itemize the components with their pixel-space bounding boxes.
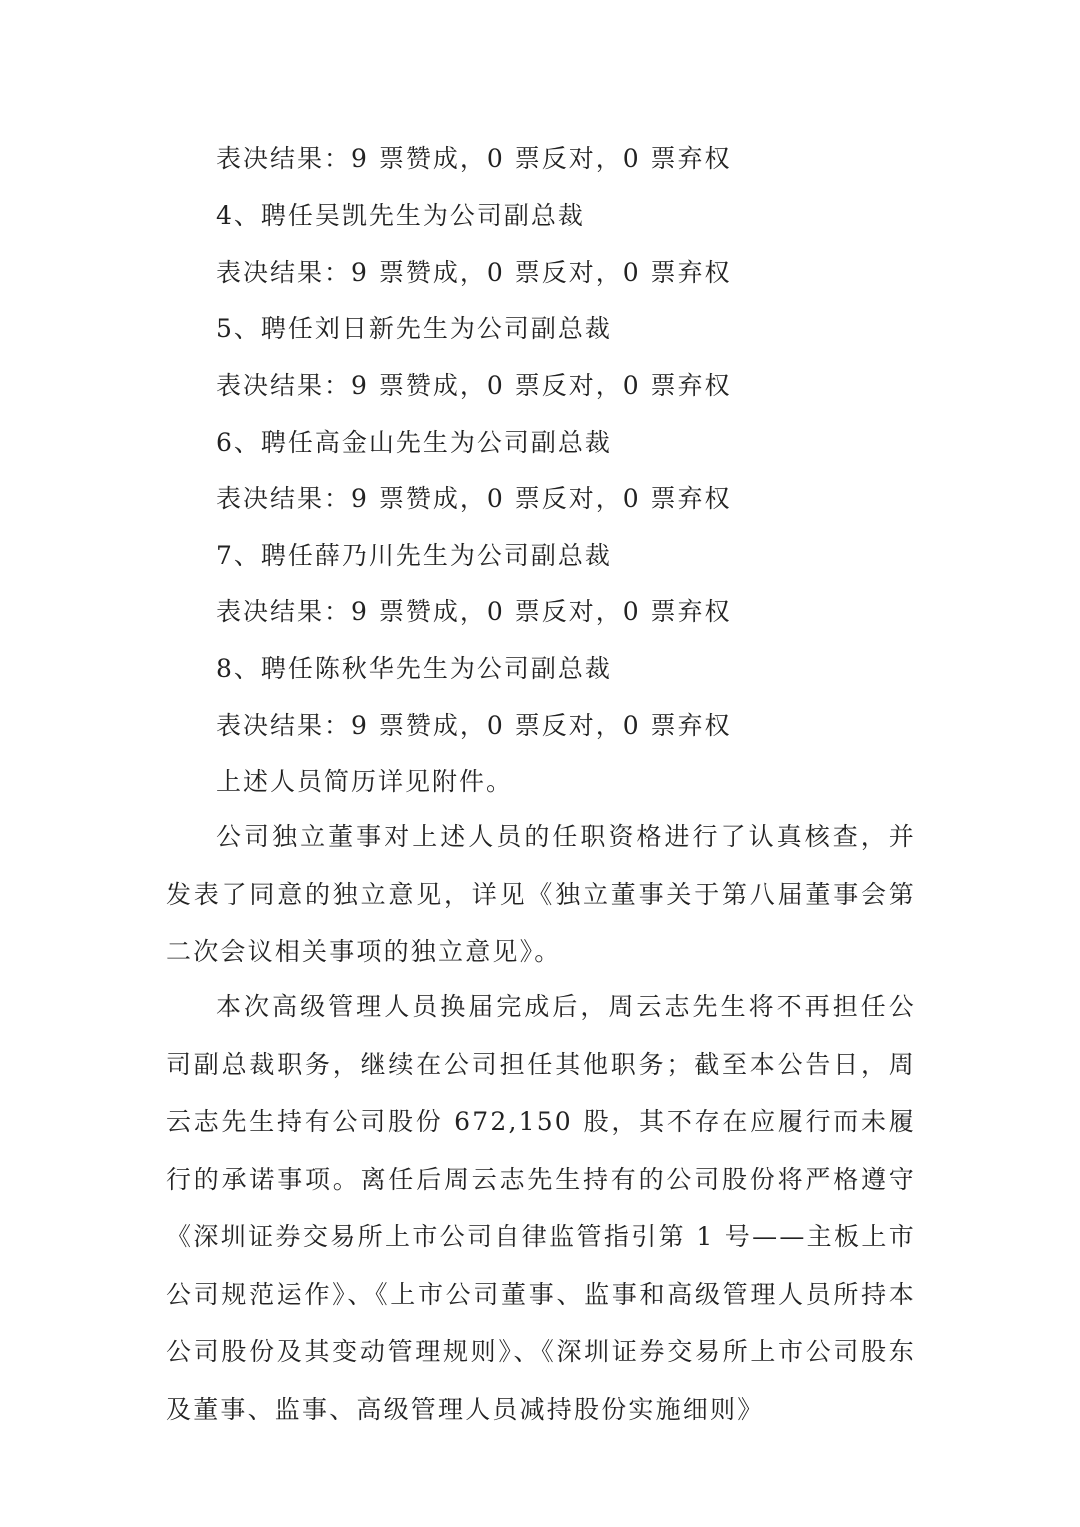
appointment-item-6: 6、聘任高金山先生为公司副总裁: [216, 428, 612, 457]
appointment-item-8: 8、聘任陈秋华先生为公司副总裁: [216, 654, 612, 683]
vote-result-line: 表决结果：9 票赞成，0 票反对，0 票弃权: [216, 597, 732, 626]
appointment-item-7: 7、聘任薛乃川先生为公司副总裁: [216, 541, 612, 570]
vote-result-line: 表决结果：9 票赞成，0 票反对，0 票弃权: [216, 371, 732, 400]
vote-result-line: 表决结果：9 票赞成，0 票反对，0 票弃权: [216, 258, 732, 287]
appointment-item-4: 4、聘任吴凯先生为公司副总裁: [216, 201, 585, 230]
vote-result-line: 表决结果：9 票赞成，0 票反对，0 票弃权: [216, 711, 732, 740]
appointment-item-5: 5、聘任刘日新先生为公司副总裁: [216, 314, 612, 343]
independent-director-paragraph: 公司独立董事对上述人员的任职资格进行了认真核查，并发表了同意的独立意见，详见《独立董事关于第八届董事会第二次会议相关事项的独立意见》。: [166, 822, 916, 966]
vote-result-line: 表决结果：9 票赞成，0 票反对，0 票弃权: [216, 484, 732, 513]
executive-change-paragraph: 本次高级管理人员换届完成后，周云志先生将不再担任公司副总裁职务，继续在公司担任其他职务；截至本公告日，周云志先生持有公司股份 672,150 股，其不存在应履行而未履行的承诺事项。离任后周云志先生持有的公司股份将严格遵守《深圳证券交易所上市公司自律监管指引第 1 号——主板上市公司规范运作》、《上市公司董事、监事和高级管理人员所持本公司股份及其变动管理规则》、《深圳证券交易所上市公司股东及董事、监事、高级管理人员减持股份实施细则》: [166, 992, 916, 1424]
vote-result-line: 表决结果：9 票赞成，0 票反对，0 票弃权: [216, 144, 732, 173]
resume-note: 上述人员简历详见附件。: [216, 767, 514, 796]
